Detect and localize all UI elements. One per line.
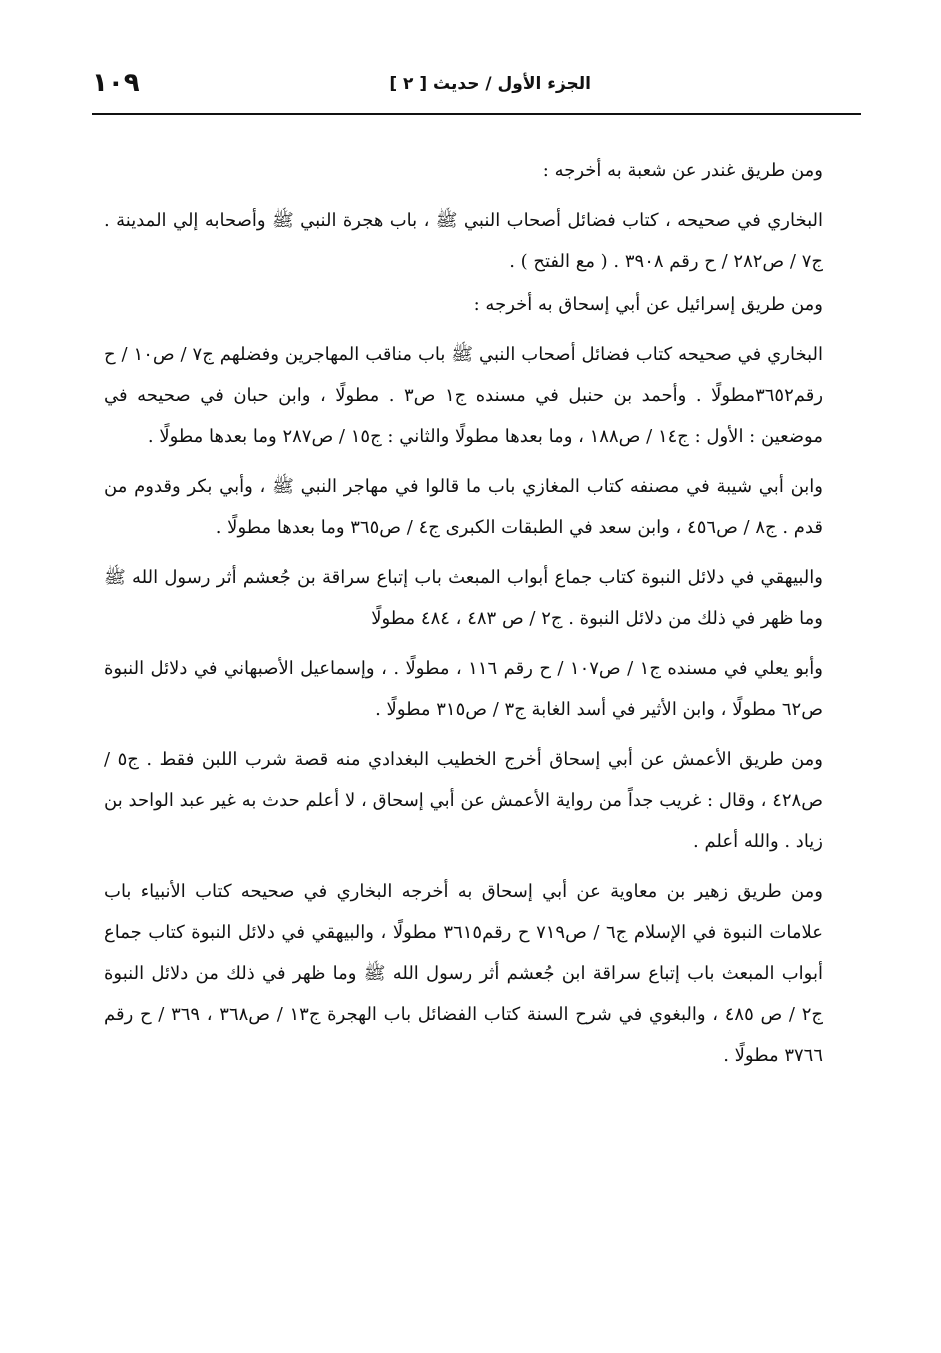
paragraph-bayhaqi: والبيهقي في دلائل النبوة كتاب جماع أبواب المبعث باب إتباع سراقة بن جُعشم أثر رسول الله ﷺ وما ظهر في ذلك من دلائل النبوة . ج٢ / ص ٤٨٣ ، ٤٨٤ مطولًا (104, 567, 823, 629)
paragraph-amash-route: ومن طريق الأعمش عن أبي إسحاق أخرج الخطيب البغدادي منه قصة شرب اللبن فقط . ج٥ / ص٤٢٨ ، وقال : غريب جداً من رواية الأعمش عن أبي إسحاق ، لا أعلم حدث به غير عبد الواحد بن زياد . والله أعلم . (104, 749, 823, 852)
header-divider (92, 113, 861, 115)
paragraph-zuhayr-route: ومن طريق زهير بن معاوية عن أبي إسحاق به أخرجه البخاري في صحيحه كتاب الأنبياء باب علامات النبوة في الإسلام ج٦ / ص٧١٩ ح رقم٣٦١٥ مطولًا ، والبيهقي في دلائل النبوة كتاب جماع أبواب المبعث باب إتباع سراقة ابن جُعشم أثر رسول الله ﷺ وما ظهر في ذلك من دلائل النبوة ج٢ / ص ٤٨٥ ، والبغوي في شرح السنة كتاب الفضائل باب الهجرة ج١٣ / ص٣٦٨ ، ٣٦٩ / ح رقم ٣٧٦٦ مطولًا . (104, 881, 823, 1066)
paragraph-ibn-abi-shayba: وابن أبي شيبة في مصنفه كتاب المغازي باب ما قالوا في مهاجر النبي ﷺ ، وأبي بكر وقدوم من قدم . ج٨ / ص٤٥٦ ، وابن سعد في الطبقات الكبرى ج٤ / ص٣٦٥ وما بعدها مطولًا . (104, 476, 823, 538)
paragraph-ghundar-route: ومن طريق غندر عن شعبة به أخرجه : (542, 160, 823, 181)
paragraph-bukhari-hijra: البخاري في صحيحه ، كتاب فضائل أصحاب النبي ﷺ ، باب هجرة النبي ﷺ وأصحابه إلي المدينة . ج٧ / ص٢٨٢ / ح رقم ٣٩٠٨ . ( مع الفتح ) . (104, 210, 823, 272)
paragraph-abu-yala: وأبو يعلي في مسنده ج١ / ص١٠٧ / ح رقم ١١٦ ، مطولًا . ، وإسماعيل الأصبهاني في دلائل النبوة ص٦٢ مطولًا ، وابن الأثير في أسد الغابة ج٣ / ص٣١٥ مطولًا . (104, 658, 823, 720)
paragraph-israil-route: ومن طريق إسرائيل عن أبي إسحاق به أخرجه : (473, 294, 823, 315)
header-title: الجزء الأول / حديث [ ٢ ] (389, 74, 591, 94)
running-header (92, 62, 861, 110)
page-body (104, 150, 823, 1076)
paragraph-bukhari-muhajirin: البخاري في صحيحه كتاب فضائل أصحاب النبي ﷺ باب مناقب المهاجرين وفضلهم ج٧ / ص١٠ / ح رقم٣٦٥٢مطولًا . وأحمد بن حنبل في مسنده ج١ ص٣ . مطولًا ، وابن حبان في صحيحه في موضعين : الأول : ج١٤ / ص١٨٨ ، وما بعدها مطولًا والثاني : ج١٥ / ص٢٨٧ وما بعدها مطولًا . (104, 344, 824, 447)
page-number: ١٠٩ (92, 68, 140, 98)
